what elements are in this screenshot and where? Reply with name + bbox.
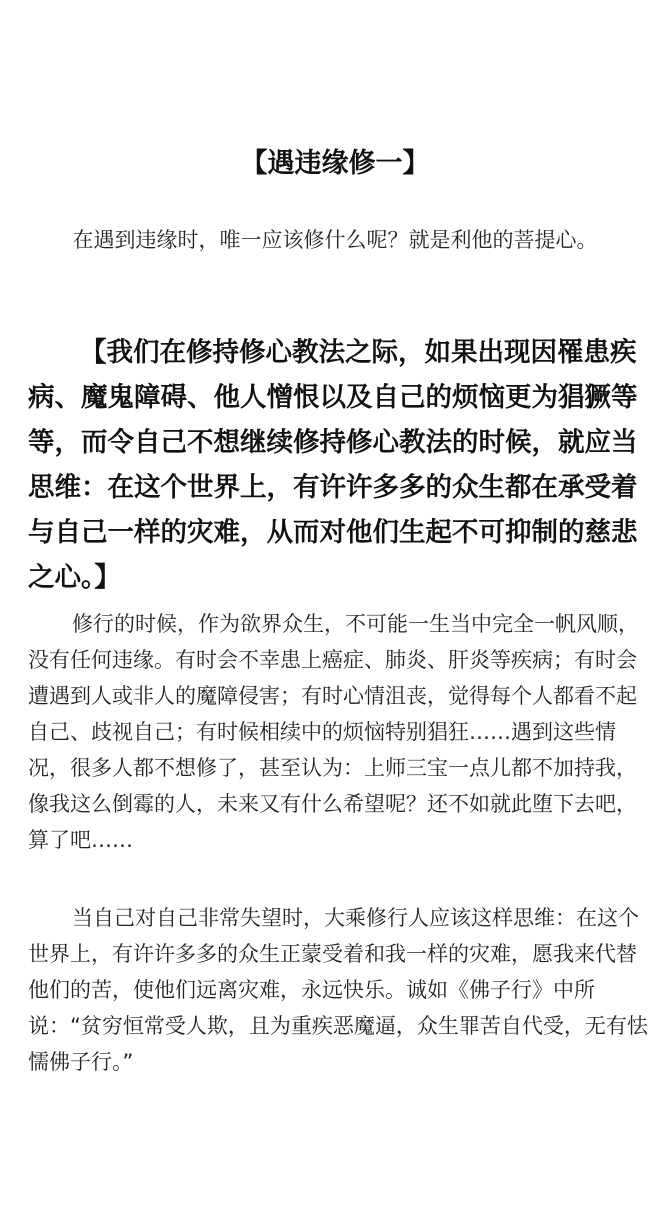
section-title: 【遇违缘修一】 (240, 148, 430, 179)
body-paragraph-1: 修行的时候，作为欲界众生，不可能一生当中完全一帆风顺，没有任何违缘。有时会不幸患上癌症、肺炎、肝炎等疾病；有时会遭遇到人或非人的魔障侵害；有时心情沮丧，觉得每个人都看不起自己、歧视自己；有时候相续中的烦恼特别猖狂……遇到这些情况，很多人都不想修了，甚至认为：上师三宝一点儿都不加持我，像我这么倒霉的人，未来又有什么希望呢？还不如就此堕下去吧，算了吧…… (28, 612, 639, 852)
body-paragraph-2: 当自己对自己非常失望时，大乘修行人应该这样思维：在这个世界上，有许许多多的众生正蒙受着和我一样的灾难，愿我来代替他们的苦，使他们远离灾难，永远快乐。诚如《佛子行》中所说：“贫穷恒常受人欺，且为重疾恶魔逼，众生罪苦自代受，无有怯懦佛子行。” (28, 906, 648, 1074)
root-verse: 【我们在修持修心教法之际，如果出现因罹患疾病、魔鬼障碍、他人憎恨以及自己的烦恼更为猖獗等等，而令自己不想继续修持修心教法的时候，就应当思维：在这个世界上，有许许多多的众生都在承受着与自己一样的灾难，从而对他们生起不可抑制的慈悲之心。】 (28, 337, 638, 593)
intro-text: 在遇到违缘时，唯一应该修什么呢？就是利他的菩提心。 (72, 228, 598, 252)
